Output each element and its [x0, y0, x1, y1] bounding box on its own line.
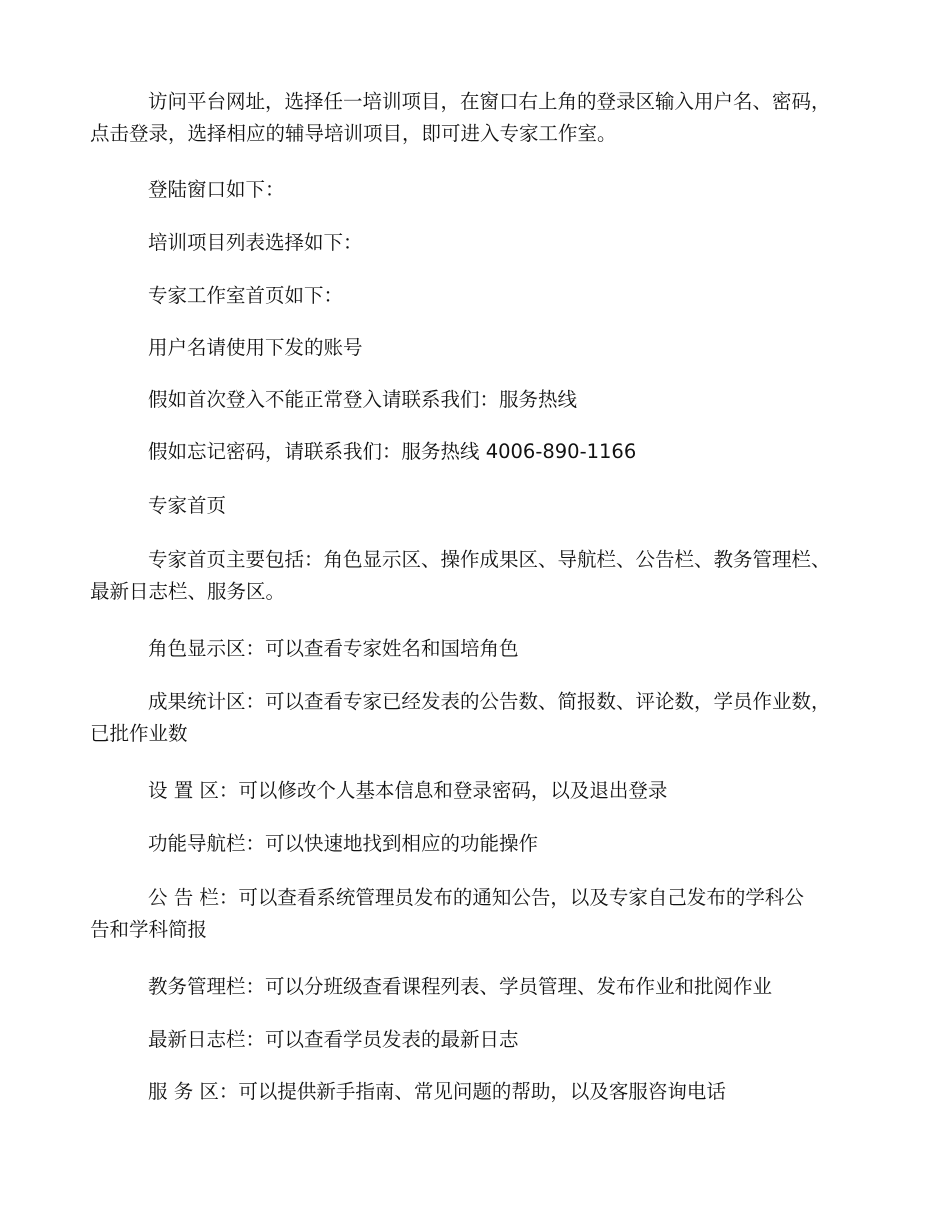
- text-line: 专家首页主要包括：角色显示区、操作成果区、导航栏、公告栏、教务管理栏、: [148, 548, 831, 571]
- text-line: 用户名请使用下发的账号: [148, 336, 363, 359]
- paragraph-settings-area: [90, 775, 880, 807]
- paragraph-service-area: [90, 1076, 880, 1108]
- text-line: 告和学科简报: [90, 918, 208, 941]
- paragraph-access: [90, 86, 880, 150]
- paragraph-username-note: [90, 332, 880, 364]
- paragraph-first-login: [90, 384, 880, 416]
- paragraph-expert-home-contents: [90, 544, 880, 608]
- text-line: 服 务 区：可以提供新手指南、常见问题的帮助，以及客服咨询电话: [148, 1080, 726, 1103]
- text-line: 已批作业数: [90, 722, 188, 745]
- text-line: 登陆窗口如下：: [148, 178, 285, 201]
- paragraph-notice-bar: [90, 882, 880, 946]
- text-line: 设 置 区：可以修改个人基本信息和登录密码，以及退出登录: [148, 779, 668, 802]
- text-line: 角色显示区：可以查看专家姓名和国培角色: [148, 637, 519, 660]
- text-line: 教务管理栏：可以分班级查看课程列表、学员管理、发布作业和批阅作业: [148, 975, 773, 998]
- text-line: 访问平台网址，选择任一培训项目，在窗口右上角的登录区输入用户名、密码，: [148, 90, 831, 113]
- text-line: 点击登录，选择相应的辅导培训项目，即可进入专家工作室。: [90, 122, 617, 145]
- paragraph-nav-bar: [90, 828, 880, 860]
- paragraph-academic-bar: [90, 971, 880, 1003]
- paragraph-studio-home: [90, 280, 880, 312]
- text-line: 假如首次登入不能正常登入请联系我们：服务热线: [148, 388, 578, 411]
- paragraph-login-window: [90, 174, 880, 206]
- text-line: 功能导航栏：可以快速地找到相应的功能操作: [148, 832, 539, 855]
- text-line: 成果统计区：可以查看专家已经发表的公告数、简报数、评论数，学员作业数，: [148, 690, 831, 713]
- paragraph-forgot-password: [90, 436, 880, 468]
- text-line: 最新日志栏、服务区。: [90, 580, 286, 603]
- paragraph-role-area: [90, 633, 880, 665]
- text-line: 最新日志栏：可以查看学员发表的最新日志: [148, 1028, 519, 1051]
- text-line: 专家工作室首页如下：: [148, 284, 344, 307]
- text-line: 专家首页: [148, 494, 227, 517]
- section-heading-expert-home: [90, 490, 880, 522]
- paragraph-latest-log-bar: [90, 1024, 880, 1056]
- text-line: 假如忘记密码，请联系我们：服务热线 4006-890-1166: [148, 440, 637, 463]
- paragraph-project-list: [90, 227, 880, 259]
- paragraph-stats-area: [90, 686, 880, 750]
- text-line: 培训项目列表选择如下：: [148, 231, 363, 254]
- text-line: 公 告 栏：可以查看系统管理员发布的通知公告，以及专家自己发布的学科公: [148, 886, 804, 909]
